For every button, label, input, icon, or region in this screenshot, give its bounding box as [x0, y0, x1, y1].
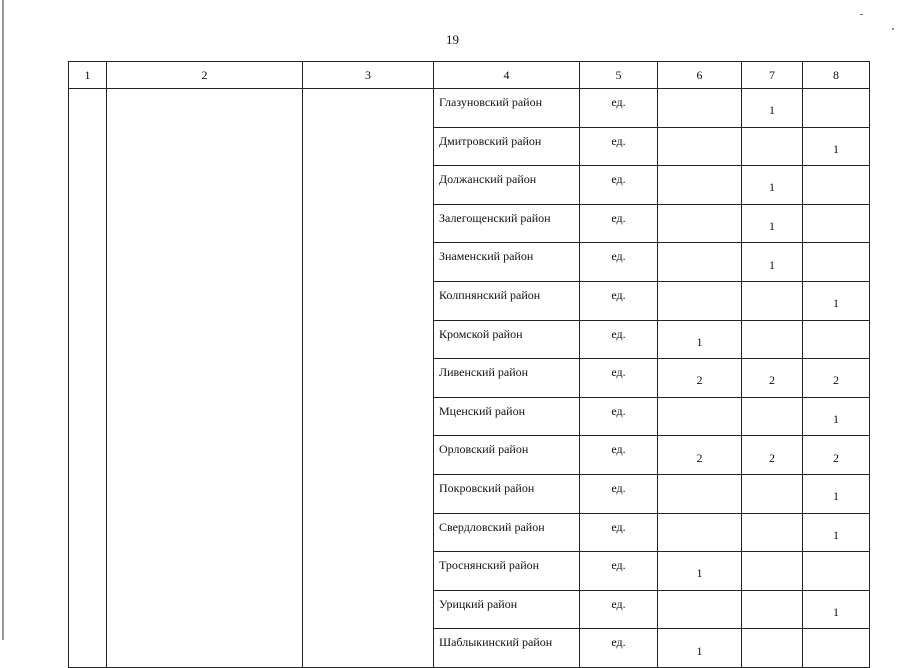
unit-cell: ед.: [580, 629, 658, 668]
column-header: 7: [742, 62, 803, 89]
value-cell-col7: 2: [742, 359, 803, 398]
unit-cell: ед.: [580, 243, 658, 282]
unit-cell: ед.: [580, 166, 658, 205]
col3-merged-cell: [303, 89, 434, 668]
unit-cell: ед.: [580, 397, 658, 436]
district-cell: Дмитровский район: [434, 127, 580, 166]
value-cell-col6: [658, 281, 742, 320]
value-cell-col8: [803, 243, 870, 282]
value-cell-col8: 1: [803, 127, 870, 166]
district-cell: Знаменский район: [434, 243, 580, 282]
value-cell-col7: [742, 320, 803, 359]
value-cell-col7: [742, 127, 803, 166]
value-cell-col6: [658, 127, 742, 166]
value-cell-col6: [658, 513, 742, 552]
unit-cell: ед.: [580, 281, 658, 320]
unit-cell: ед.: [580, 590, 658, 629]
value-cell-col7: [742, 281, 803, 320]
district-cell: Покровский район: [434, 474, 580, 513]
district-cell: Мценский район: [434, 397, 580, 436]
value-cell-col8: [803, 166, 870, 205]
value-cell-col6: [658, 204, 742, 243]
value-cell-col7: [742, 397, 803, 436]
col1-merged-cell: [69, 89, 107, 668]
district-cell: Глазуновский район: [434, 89, 580, 128]
value-cell-col7: [742, 474, 803, 513]
value-cell-col6: [658, 590, 742, 629]
column-header: 5: [580, 62, 658, 89]
district-cell: Ливенский район: [434, 359, 580, 398]
value-cell-col6: [658, 166, 742, 205]
unit-cell: ед.: [580, 474, 658, 513]
col2-merged-cell: [107, 89, 303, 668]
value-cell-col7: 1: [742, 89, 803, 128]
value-cell-col7: 2: [742, 436, 803, 475]
district-cell: Свердловский район: [434, 513, 580, 552]
value-cell-col6: 2: [658, 436, 742, 475]
value-cell-col8: [803, 629, 870, 668]
column-header: 8: [803, 62, 870, 89]
page-number: 19: [446, 32, 459, 47]
column-header: 6: [658, 62, 742, 89]
value-cell-col8: 1: [803, 474, 870, 513]
unit-cell: ед.: [580, 359, 658, 398]
scan-speck: [860, 14, 863, 15]
district-cell: Залегощенский район: [434, 204, 580, 243]
value-cell-col7: 1: [742, 204, 803, 243]
value-cell-col7: 1: [742, 166, 803, 205]
value-cell-col6: [658, 89, 742, 128]
column-header: 4: [434, 62, 580, 89]
value-cell-col8: 1: [803, 590, 870, 629]
value-cell-col8: 1: [803, 281, 870, 320]
district-cell: Колпнянский район: [434, 281, 580, 320]
header-row: [69, 62, 870, 89]
value-cell-col6: [658, 474, 742, 513]
district-cell: Должанский район: [434, 166, 580, 205]
value-cell-col6: 1: [658, 320, 742, 359]
unit-cell: ед.: [580, 552, 658, 591]
value-cell-col7: [742, 629, 803, 668]
column-header: 3: [303, 62, 434, 89]
value-cell-col7: [742, 552, 803, 591]
scan-speck: [892, 28, 894, 30]
value-cell-col7: [742, 590, 803, 629]
unit-cell: ед.: [580, 513, 658, 552]
value-cell-col8: [803, 204, 870, 243]
value-cell-col8: 1: [803, 397, 870, 436]
district-cell: Орловский район: [434, 436, 580, 475]
page-left-edge: [2, 0, 4, 640]
unit-cell: ед.: [580, 127, 658, 166]
value-cell-col8: 1: [803, 513, 870, 552]
value-cell-col8: [803, 552, 870, 591]
value-cell-col6: 2: [658, 359, 742, 398]
value-cell-col8: [803, 320, 870, 359]
table-row: [69, 89, 870, 128]
district-cell: Кромской район: [434, 320, 580, 359]
value-cell-col8: [803, 89, 870, 128]
value-cell-col8: 2: [803, 359, 870, 398]
value-cell-col6: 1: [658, 552, 742, 591]
column-header: 2: [107, 62, 303, 89]
value-cell-col6: [658, 243, 742, 282]
value-cell-col6: 1: [658, 629, 742, 668]
unit-cell: ед.: [580, 320, 658, 359]
value-cell-col6: [658, 397, 742, 436]
district-cell: Урицкий район: [434, 590, 580, 629]
value-cell-col7: 1: [742, 243, 803, 282]
unit-cell: ед.: [580, 436, 658, 475]
unit-cell: ед.: [580, 89, 658, 128]
value-cell-col7: [742, 513, 803, 552]
unit-cell: ед.: [580, 204, 658, 243]
district-cell: Шаблыкинский район: [434, 629, 580, 668]
district-cell: Троснянский район: [434, 552, 580, 591]
data-table: [68, 61, 870, 668]
column-header: 1: [69, 62, 107, 89]
value-cell-col8: 2: [803, 436, 870, 475]
